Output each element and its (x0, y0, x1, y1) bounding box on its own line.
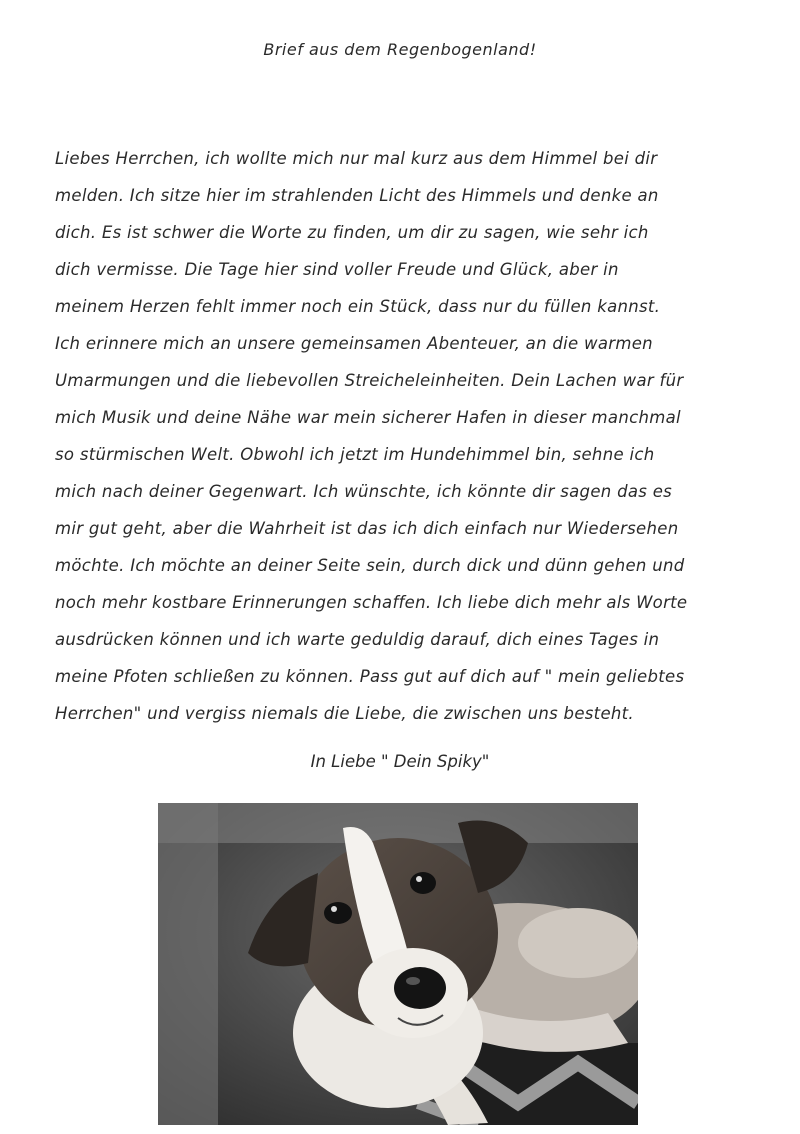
letter-line: mich Musik und deine Nähe war mein sicherer Hafen in dieser manchmal (55, 408, 681, 427)
letter-signature: In Liebe " Dein Spiky" (310, 752, 490, 771)
dog-illustration (158, 803, 638, 1125)
letter-line: meinem Herzen fehlt immer noch ein Stück, dass nur du füllen kannst. (55, 297, 661, 316)
letter-title: Brief aus dem Regenbogenland! (263, 40, 537, 59)
letter-line: Herrchen" und vergiss niemals die Liebe, die zwischen uns besteht. (55, 704, 634, 723)
letter-line: noch mehr kostbare Erinnerungen schaffen. Ich liebe dich mehr als Worte (55, 593, 688, 612)
letter-line: mir gut geht, aber die Wahrheit ist das ich dich einfach nur Wiedersehen (55, 519, 679, 538)
letter-line: melden. Ich sitze hier im strahlenden Licht des Himmels und denke an (55, 186, 659, 205)
letter-line: mich nach deiner Gegenwart. Ich wünschte, ich könnte dir sagen das es (55, 482, 673, 501)
letter-line: Ich erinnere mich an unsere gemeinsamen Abenteuer, an die warmen (55, 334, 653, 353)
letter-line: dich vermisse. Die Tage hier sind voller Freude und Glück, aber in (55, 260, 619, 279)
letter-line: so stürmischen Welt. Obwohl ich jetzt im Hundehimmel bin, sehne ich (55, 445, 655, 464)
letter-line: dich. Es ist schwer die Worte zu finden, um dir zu sagen, wie sehr ich (55, 223, 649, 242)
letter-line: meine Pfoten schließen zu können. Pass gut auf dich auf " mein geliebtes (55, 667, 685, 686)
letter-line: Liebes Herrchen, ich wollte mich nur mal kurz aus dem Himmel bei dir (55, 149, 658, 168)
letter-line: ausdrücken können und ich warte geduldig darauf, dich eines Tages in (55, 630, 660, 649)
letter-body (55, 140, 755, 732)
letter-line: möchte. Ich möchte an deiner Seite sein, durch dick und dünn gehen und (55, 556, 685, 575)
letter-line: Umarmungen und die liebevollen Streicheleinheiten. Dein Lachen war für (55, 371, 684, 390)
dog-photo (158, 803, 638, 1125)
